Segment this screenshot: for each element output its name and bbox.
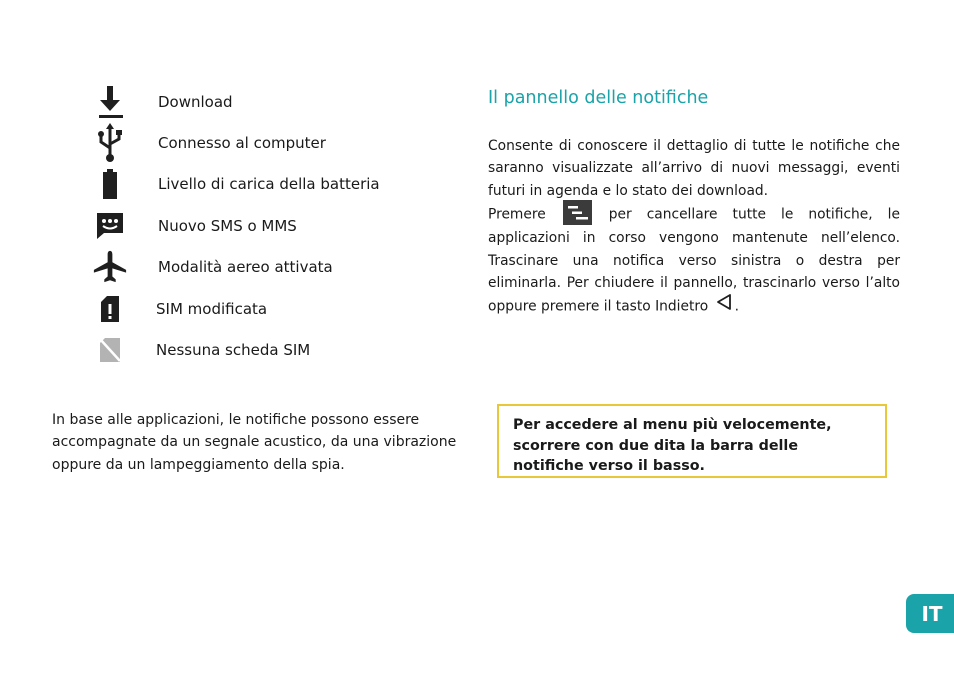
usb-icon bbox=[92, 125, 128, 161]
no-sim-icon bbox=[92, 332, 128, 368]
icon-row-battery bbox=[0, 166, 440, 202]
icon-label: SIM modificata bbox=[156, 300, 268, 318]
language-tab: IT bbox=[906, 594, 954, 633]
description-part-4: . bbox=[734, 299, 739, 316]
icon-label: Modalità aereo attivata bbox=[158, 258, 333, 276]
icon-label: Nuovo SMS o MMS bbox=[158, 217, 297, 235]
battery-icon bbox=[92, 166, 128, 202]
sim-changed-icon bbox=[92, 291, 128, 327]
icon-label: Connesso al computer bbox=[158, 134, 326, 152]
section-title: Il pannello delle notifiche bbox=[488, 88, 709, 108]
icon-label: Nessuna scheda SIM bbox=[156, 341, 311, 359]
clear-notifications-icon bbox=[563, 200, 592, 225]
tip-text: Per accedere al menu più velocemente, scorrere con due dita la barra delle notifiche verso il basso. bbox=[513, 417, 832, 474]
notification-behaviour-paragraph: In base alle applicazioni, le notifiche possono essere accompagnate da un segnale acustico, da una vibrazione oppure da un lampeggiamento della spia. bbox=[52, 412, 457, 473]
download-icon bbox=[92, 84, 128, 120]
icon-label: Livello di carica della batteria bbox=[158, 175, 380, 193]
description-part-3: per cancellare tutte le notifiche, le applicazioni in corso vengono mantenute nell’elenco. Trascinare una notifica verso sinistra o destra per eliminarla. Per chiudere il pannello, trascinarlo verso l’alto oppure premere il tasto Indietro bbox=[488, 206, 900, 316]
icon-row-download bbox=[0, 84, 440, 120]
sms-icon bbox=[92, 208, 128, 244]
icon-row-sms bbox=[0, 208, 440, 244]
description-part-2: Premere bbox=[488, 206, 546, 223]
icon-row-sim-changed bbox=[0, 291, 440, 327]
tip-box bbox=[497, 404, 887, 478]
description-part-1: Consente di conoscere il dettaglio di tutte le notifiche che saranno visualizzate all’arrivo di nuovi messaggi, eventi futuri in agenda e lo stato dei download. bbox=[488, 138, 900, 199]
back-icon bbox=[715, 293, 733, 318]
airplane-icon bbox=[92, 249, 128, 285]
icon-row-no-sim bbox=[0, 332, 440, 368]
icon-row-airplane bbox=[0, 249, 440, 285]
notification-panel-description bbox=[488, 135, 900, 320]
icon-row-usb bbox=[0, 125, 440, 161]
icon-label: Download bbox=[158, 93, 233, 111]
